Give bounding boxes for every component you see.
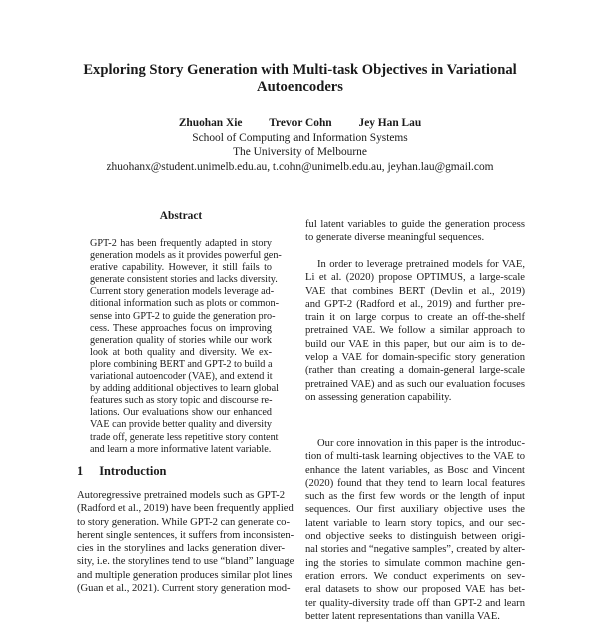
text-line: Our core innovation in this paper is the introduc- <box>317 438 525 449</box>
text-line: (Guan et al., 2021). Current story generation mod- <box>77 583 291 595</box>
author: Jey Han Lau <box>358 117 422 129</box>
text-line: build our VAE in this paper, but our aim is to de- <box>305 338 525 350</box>
paper-title <box>60 62 540 96</box>
text-line: trade off, generate less repetitive story content <box>90 431 279 443</box>
text-line: velop a VAE for domain-specific story generation <box>305 352 525 364</box>
text-line: Li et al. (2020) propose OPTIMUS, a large-scale <box>305 272 525 284</box>
intro-right-paragraph-2 <box>305 258 525 404</box>
text-line: such as the first few words or the length of input <box>305 491 525 503</box>
text-line: sense into GPT-2 to guide the generation pro- <box>90 310 276 322</box>
text-line: features such as story topic and discourse re- <box>90 395 273 407</box>
text-line: pretrained VAE) and as such our evaluation focuses <box>305 378 525 390</box>
text-line: generation quality of stories while our work <box>90 334 272 346</box>
text-line: eral datasets to show our proposed VAE has bet- <box>305 584 525 596</box>
text-line: latent variable to learn story topics, and our sec- <box>305 517 525 529</box>
text-line: ter quality-diversity trade off than GPT-2 and learn <box>305 597 525 609</box>
text-line: ditional information such as plots or common- <box>90 298 280 310</box>
text-line: VAE that combines BERT (Devlin et al., 2019) <box>305 285 525 297</box>
text-line: on assessing generation capability. <box>305 391 452 403</box>
text-line: generation models as it provides powerful gen- <box>90 250 282 262</box>
text-line: plore combining BERT and GPT-2 to build a <box>90 358 273 370</box>
text-line: ond objective seeks to distinguish between origi- <box>305 531 525 543</box>
affiliation-university: The University of Melbourne <box>233 146 367 159</box>
text-line: generate consistent stories and lacks diversity. <box>90 274 278 286</box>
text-line: cess. These approaches focus on improving <box>90 322 272 334</box>
abstract-heading: Abstract <box>159 210 203 222</box>
abstract-body <box>90 238 282 456</box>
author-block <box>0 116 600 174</box>
text-line: erative capability. However, it still fails to <box>90 262 272 274</box>
text-line: In order to leverage pretrained models for VAE, <box>317 259 525 270</box>
text-line: and GPT-2 (Radford et al., 2019) and further pre- <box>305 298 525 310</box>
author-emails: zhuohanx@student.unimelb.edu.au, t.cohn@unimelb.edu.au, jeyhan.lau@gmail.com <box>106 160 494 173</box>
intro-left-column <box>77 489 295 595</box>
text-line: train it on large corpus to create an off-the-shelf <box>305 312 525 324</box>
text-line: (Radford et al., 2019) have been frequently applied <box>77 503 294 515</box>
author: Zhuohan Xie <box>178 117 243 129</box>
text-line: lations. Our evaluations show our enhanced <box>90 407 272 419</box>
author: Trevor Cohn <box>269 117 332 129</box>
text-line: look at both quality and diversity. We ex- <box>90 346 272 358</box>
text-line: GPT-2 has been frequently adapted in story <box>90 238 272 249</box>
section-heading-introduction <box>77 464 166 479</box>
text-line: VAE can provide better quality and diversity <box>90 419 273 431</box>
text-line: Current story generation models leverage ad- <box>90 286 275 298</box>
text-line: pretrained VAE. We follow a similar approach to <box>305 325 525 337</box>
text-line: (2020) found that they tend to learn local features <box>305 477 525 489</box>
title-line: Exploring Story Generation with Multi-task Objectives in Variational <box>83 62 517 78</box>
text-line: sequences. Our first auxiliary objective uses the <box>305 504 525 516</box>
text-line: herent single sentences, it suffers from inconsisten- <box>77 529 295 541</box>
text-line: better latent representations than vanilla VAE. <box>305 610 500 622</box>
intro-right-paragraph-3 <box>305 437 525 623</box>
text-line: ful latent variables to guide the generation process <box>305 219 525 230</box>
text-line: tion of multi-task learning objectives to the VAE to <box>305 451 525 463</box>
text-line: eration errors. We conduct experiments on sev- <box>305 570 525 582</box>
author-names <box>0 116 600 131</box>
text-line: ing the stories to simulate common machine gen- <box>305 557 525 569</box>
title-line: Autoencoders <box>257 79 343 95</box>
text-line: by adding additional objectives to learn global <box>90 383 279 395</box>
text-line: sity, i.e. the storylines tend to use “bland” language <box>77 556 295 568</box>
section-number: 1 <box>77 464 84 478</box>
text-line: to generate diverse meaningful sequences. <box>305 232 485 244</box>
text-line: enhance the latent variables, as Bosc and Vincent <box>305 464 525 476</box>
text-line: nal stories and “negative samples”, created by alter- <box>305 544 525 556</box>
affiliation-school: School of Computing and Information Systems <box>192 131 408 144</box>
text-line: cies in the storylines and lacks generation diver- <box>77 543 285 555</box>
text-line: to story generation. While GPT-2 can generate co- <box>77 516 290 528</box>
section-title: Introduction <box>99 464 167 478</box>
intro-right-paragraph-1 <box>305 218 525 245</box>
text-line: Autoregressive pretrained models such as GPT-2 <box>77 490 285 501</box>
text-line: variational autoencoder (VAE), and extend it <box>90 371 273 383</box>
text-line: and multiple generation produces similar plot lines <box>77 569 293 581</box>
text-line: and learn a more informative latent variable. <box>90 443 272 455</box>
text-line: (rather than creating a domain-general large-scale <box>305 365 525 377</box>
